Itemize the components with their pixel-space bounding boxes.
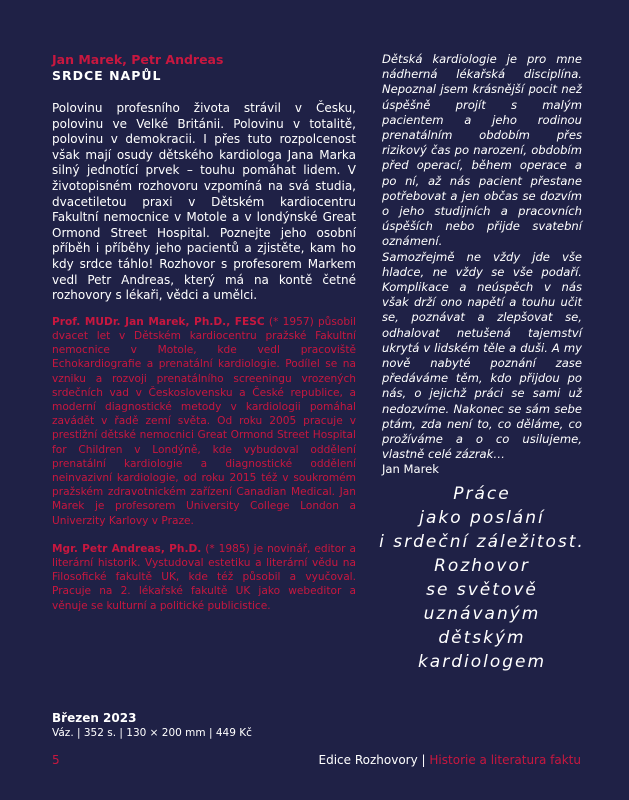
- series-category: Historie a literatura faktu: [429, 753, 581, 767]
- tagline-line: jako poslání: [419, 508, 545, 528]
- book-blurb: Polovinu profesního života strávil v Česku, polovinu ve Velké Británii. Polovinu v totalitě, polovinu v demokracii. I přes tuto rozpolcenost však mají osudy dětského kardiologa Jana Marka silný jednotící prvek – touhu pomáhat lidem. V životopisném rozhovoru vzpomíná na svá studia, dvacetiletou praxi v Dětském kardiocentru Fakultní nemocnice v Motole a v londýnské Great Ormond Street Hospital. Poznejte jeho osobní příběh i příběhy jeho pacientů a zjistěte, kam ho kdy srdce táhlo! Rozhovor s profesorem Markem vedl Petr Andreas, který má na kontě četné rozhovory s lékaři, vědci a umělci.: [52, 101, 356, 303]
- book-title: SRDCE NAPŮL: [52, 68, 162, 83]
- page-number: 5: [52, 753, 60, 767]
- series-name: Edice Rozhovory: [318, 753, 418, 767]
- book-authors: Jan Marek, Petr Andreas: [52, 52, 224, 67]
- tagline-line: dětským: [438, 628, 526, 648]
- tagline-line: se světově: [426, 580, 538, 600]
- tagline-line: kardiologem: [417, 652, 547, 672]
- footer-series: [319, 753, 582, 767]
- bio-text: (* 1957) působil dvacet let v Dětském kardiocentru pražské Fakultní nemocnice v Motole, kde vedl pracoviště Echokardiografie a prenatální kardiologie. Podílel se na vzniku a rozvoji prenatálního screeningu vrozených srdečních vad v Československu a České republice, a moderní diagnostické metody v kardiologii pomáhal zavádět v řadě zemí světa. Od roku 2005 pracuje v prestižní dětské nemocnici Great Ormond Street Hospital for Children v Londýně, kde vybudoval oddělení prenatální kardiologie a diagnostické oddělení neinvazivní kardiologie, od roku 2015 též v soukromém pražském zdravotnickém zařízení Canadian Medical. Jan Marek je profesorem University College London a Univerzity Karlovy v Praze.: [52, 315, 356, 527]
- author-bio-andreas: [52, 542, 356, 613]
- author-bio-marek: [52, 315, 356, 528]
- tagline-line: Rozhovor: [434, 556, 530, 576]
- book-meta: Váz. | 352 s. | 130 × 200 mm | 449 Kč: [52, 727, 252, 739]
- bio-text: (* 1985) je novinář, editor a literární historik. Vystudoval estetiku a literární vědu na Filosofické fakultě UK, kde též působil a vyučoval. Pracuje na 2. lékařské fakultě UK jako webeditor a věnuje se kulturní a politické publicistice.: [52, 542, 356, 612]
- bio-name: Prof. MUDr. Jan Marek, Ph.D., FESC: [52, 315, 265, 328]
- tagline-line: Práce: [453, 484, 511, 504]
- quote-signature: Jan Marek: [382, 462, 440, 477]
- tagline-line: uznávaným: [423, 604, 541, 624]
- left-column: [52, 52, 356, 613]
- publication-date: Březen 2023: [52, 711, 137, 725]
- bio-name: Mgr. Petr Andreas, Ph.D.: [52, 542, 202, 555]
- tagline: [370, 482, 594, 674]
- series-separator: |: [421, 753, 426, 767]
- quote-paragraph-2: Samozřejmě ne vždy jde vše hladce, ne vždy se vše podaří. Komplikace a neúspěch v nás však drží ono napětí a touhu učit se, poznávat a zlepšovat se, odhalovat netušená tajemství ukrytá v lidském těle a duši. A my nově nabyté poznání zase předáváme těm, kdo přijdou po nás, o jejichž práci se sami už nedozvíme. Nakonec se sám sebe ptám, zda není to, co děláme, co prožíváme a o co usilujeme, vlastně celé zázrak…: [382, 249, 582, 462]
- right-column: [382, 52, 582, 478]
- tagline-line: i srdeční záležitost.: [379, 532, 585, 552]
- quote-paragraph-1: Dětská kardiologie je pro mne nádherná lékařská disciplína. Nepoznal jsem krásnější pocit než úspěšně projít s malým pacientem a jeho rodinou prenatálním obdobím přes rizikový čas po narození, obdobím před operací, během operace a po ní, až nás pacient přestane potřebovat a jen občas se dozvím o jeho studijních a pracovních úspěších nebo přijde svatební oznámení.: [382, 52, 582, 249]
